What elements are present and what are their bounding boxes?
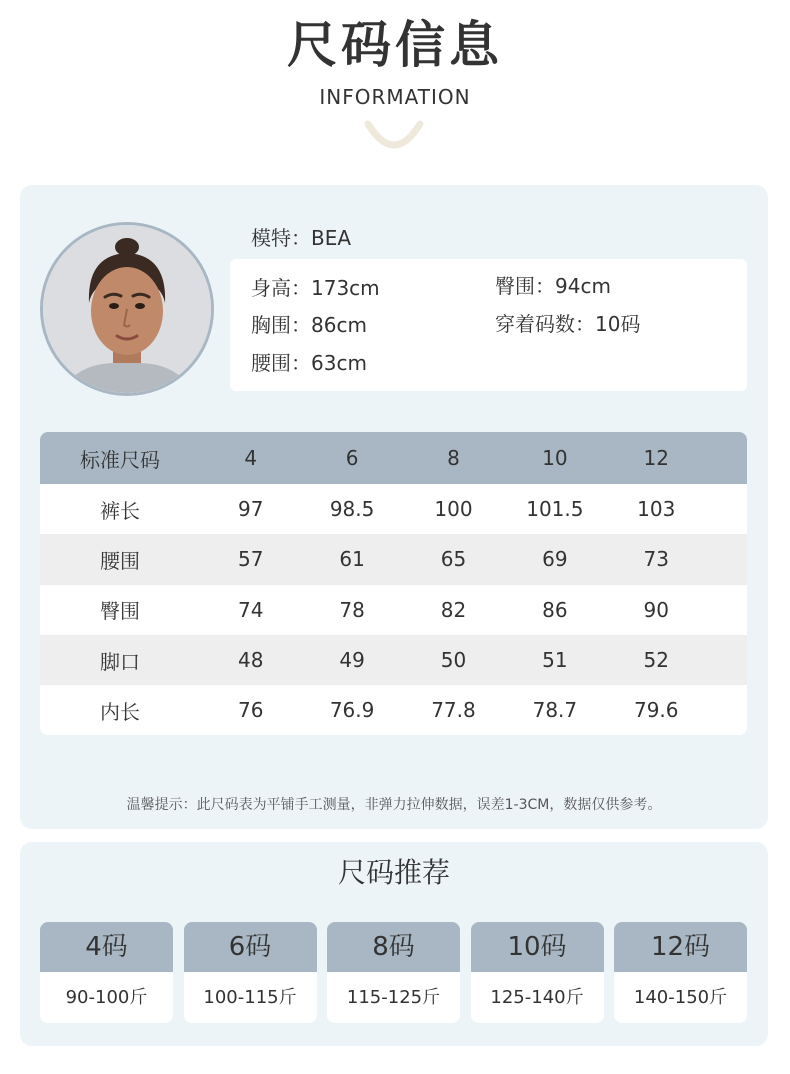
model-hip: 臀围：94cm [495, 274, 611, 298]
table-cell: 73 [643, 547, 669, 572]
size-chart-header-cell: 12 [643, 446, 669, 470]
size-info-panel [20, 185, 768, 829]
table-cell: 61 [339, 547, 365, 572]
recommendation-card [471, 922, 604, 1023]
table-row [40, 484, 747, 534]
table-cell: 78 [339, 597, 365, 622]
model-name: 模特：BEA [251, 226, 352, 250]
table-cell: 101.5 [526, 497, 584, 522]
table-cell: 98.5 [329, 497, 375, 522]
recommendation-size: 12码 [614, 922, 747, 972]
table-cell: 57 [237, 547, 264, 572]
model-avatar [40, 222, 214, 396]
table-row [40, 685, 747, 735]
recommendation-card [614, 922, 747, 1023]
table-row [40, 635, 747, 685]
table-cell: 100 [434, 497, 473, 522]
size-chart-header-cell: 4 [244, 446, 258, 470]
table-cell: 52 [643, 648, 669, 673]
table-cell: 78.7 [532, 698, 578, 723]
model-waist: 腰围：63cm [251, 351, 367, 375]
table-cell: 76 [237, 698, 264, 723]
table-cell: 48 [237, 648, 264, 673]
table-cell: 50 [440, 648, 467, 673]
table-cell: 79.6 [633, 698, 679, 723]
model-portrait-icon [43, 225, 211, 393]
model-measurements-card [230, 259, 747, 391]
recommendation-card [184, 922, 317, 1023]
page-header [0, 0, 790, 170]
size-chart-table [40, 432, 747, 735]
size-recommendation-panel [20, 842, 768, 1046]
table-cell: 51 [542, 648, 568, 673]
recommendation-list [40, 922, 747, 1023]
recommendation-size: 10码 [471, 922, 604, 972]
size-chart-header-row [40, 432, 747, 484]
recommendation-size: 8码 [327, 922, 460, 972]
measurement-tip: 温馨提示：此尺码表为平铺手工测量，非弹力拉伸数据，误差1-3CM，数据仅供参考。 [126, 797, 662, 813]
table-cell: 103 [637, 497, 676, 522]
table-cell: 65 [440, 547, 467, 572]
recommendation-size: 4码 [40, 922, 173, 972]
table-row-label: 内长 [100, 699, 140, 724]
table-row-label: 臀围 [100, 599, 140, 624]
recommendation-card [327, 922, 460, 1023]
table-cell: 77.8 [431, 698, 476, 723]
table-cell: 49 [339, 648, 365, 673]
table-row [40, 534, 747, 584]
table-cell: 90 [643, 597, 669, 622]
recommendation-weight: 90-100斤 [65, 987, 148, 1008]
recommendation-size: 6码 [184, 922, 317, 972]
size-chart-header-cell: 8 [447, 446, 460, 470]
recommendation-weight: 115-125斤 [346, 987, 441, 1008]
recommendation-weight: 125-140斤 [490, 987, 584, 1008]
model-height: 身高：173cm [251, 276, 380, 300]
model-size-worn: 穿着码数：10码 [495, 312, 641, 336]
table-cell: 76.9 [329, 698, 375, 723]
size-chart-header-cell: 10 [542, 446, 568, 470]
recommendation-weight: 100-115斤 [203, 987, 297, 1008]
page-subtitle: INFORMATION [319, 85, 471, 109]
table-cell: 69 [542, 547, 568, 572]
table-row-label: 腰围 [100, 548, 140, 573]
table-cell: 86 [542, 597, 568, 622]
table-cell: 97 [237, 497, 264, 522]
recommendation-weight: 140-150斤 [633, 987, 728, 1008]
recommendation-title: 尺码推荐 [337, 856, 450, 889]
size-chart-header-cell: 标准尺码 [80, 447, 160, 472]
size-chart-header-cell: 6 [345, 446, 359, 470]
table-cell: 82 [440, 597, 467, 622]
recommendation-card [40, 922, 173, 1023]
smile-decoration-icon [364, 120, 424, 150]
page-title: 尺码信息 [287, 16, 503, 74]
model-chest: 胸围：86cm [251, 313, 367, 337]
table-row-label: 裤长 [100, 498, 140, 523]
table-row [40, 585, 747, 635]
table-row-label: 脚口 [100, 649, 140, 674]
table-cell: 74 [237, 597, 264, 622]
